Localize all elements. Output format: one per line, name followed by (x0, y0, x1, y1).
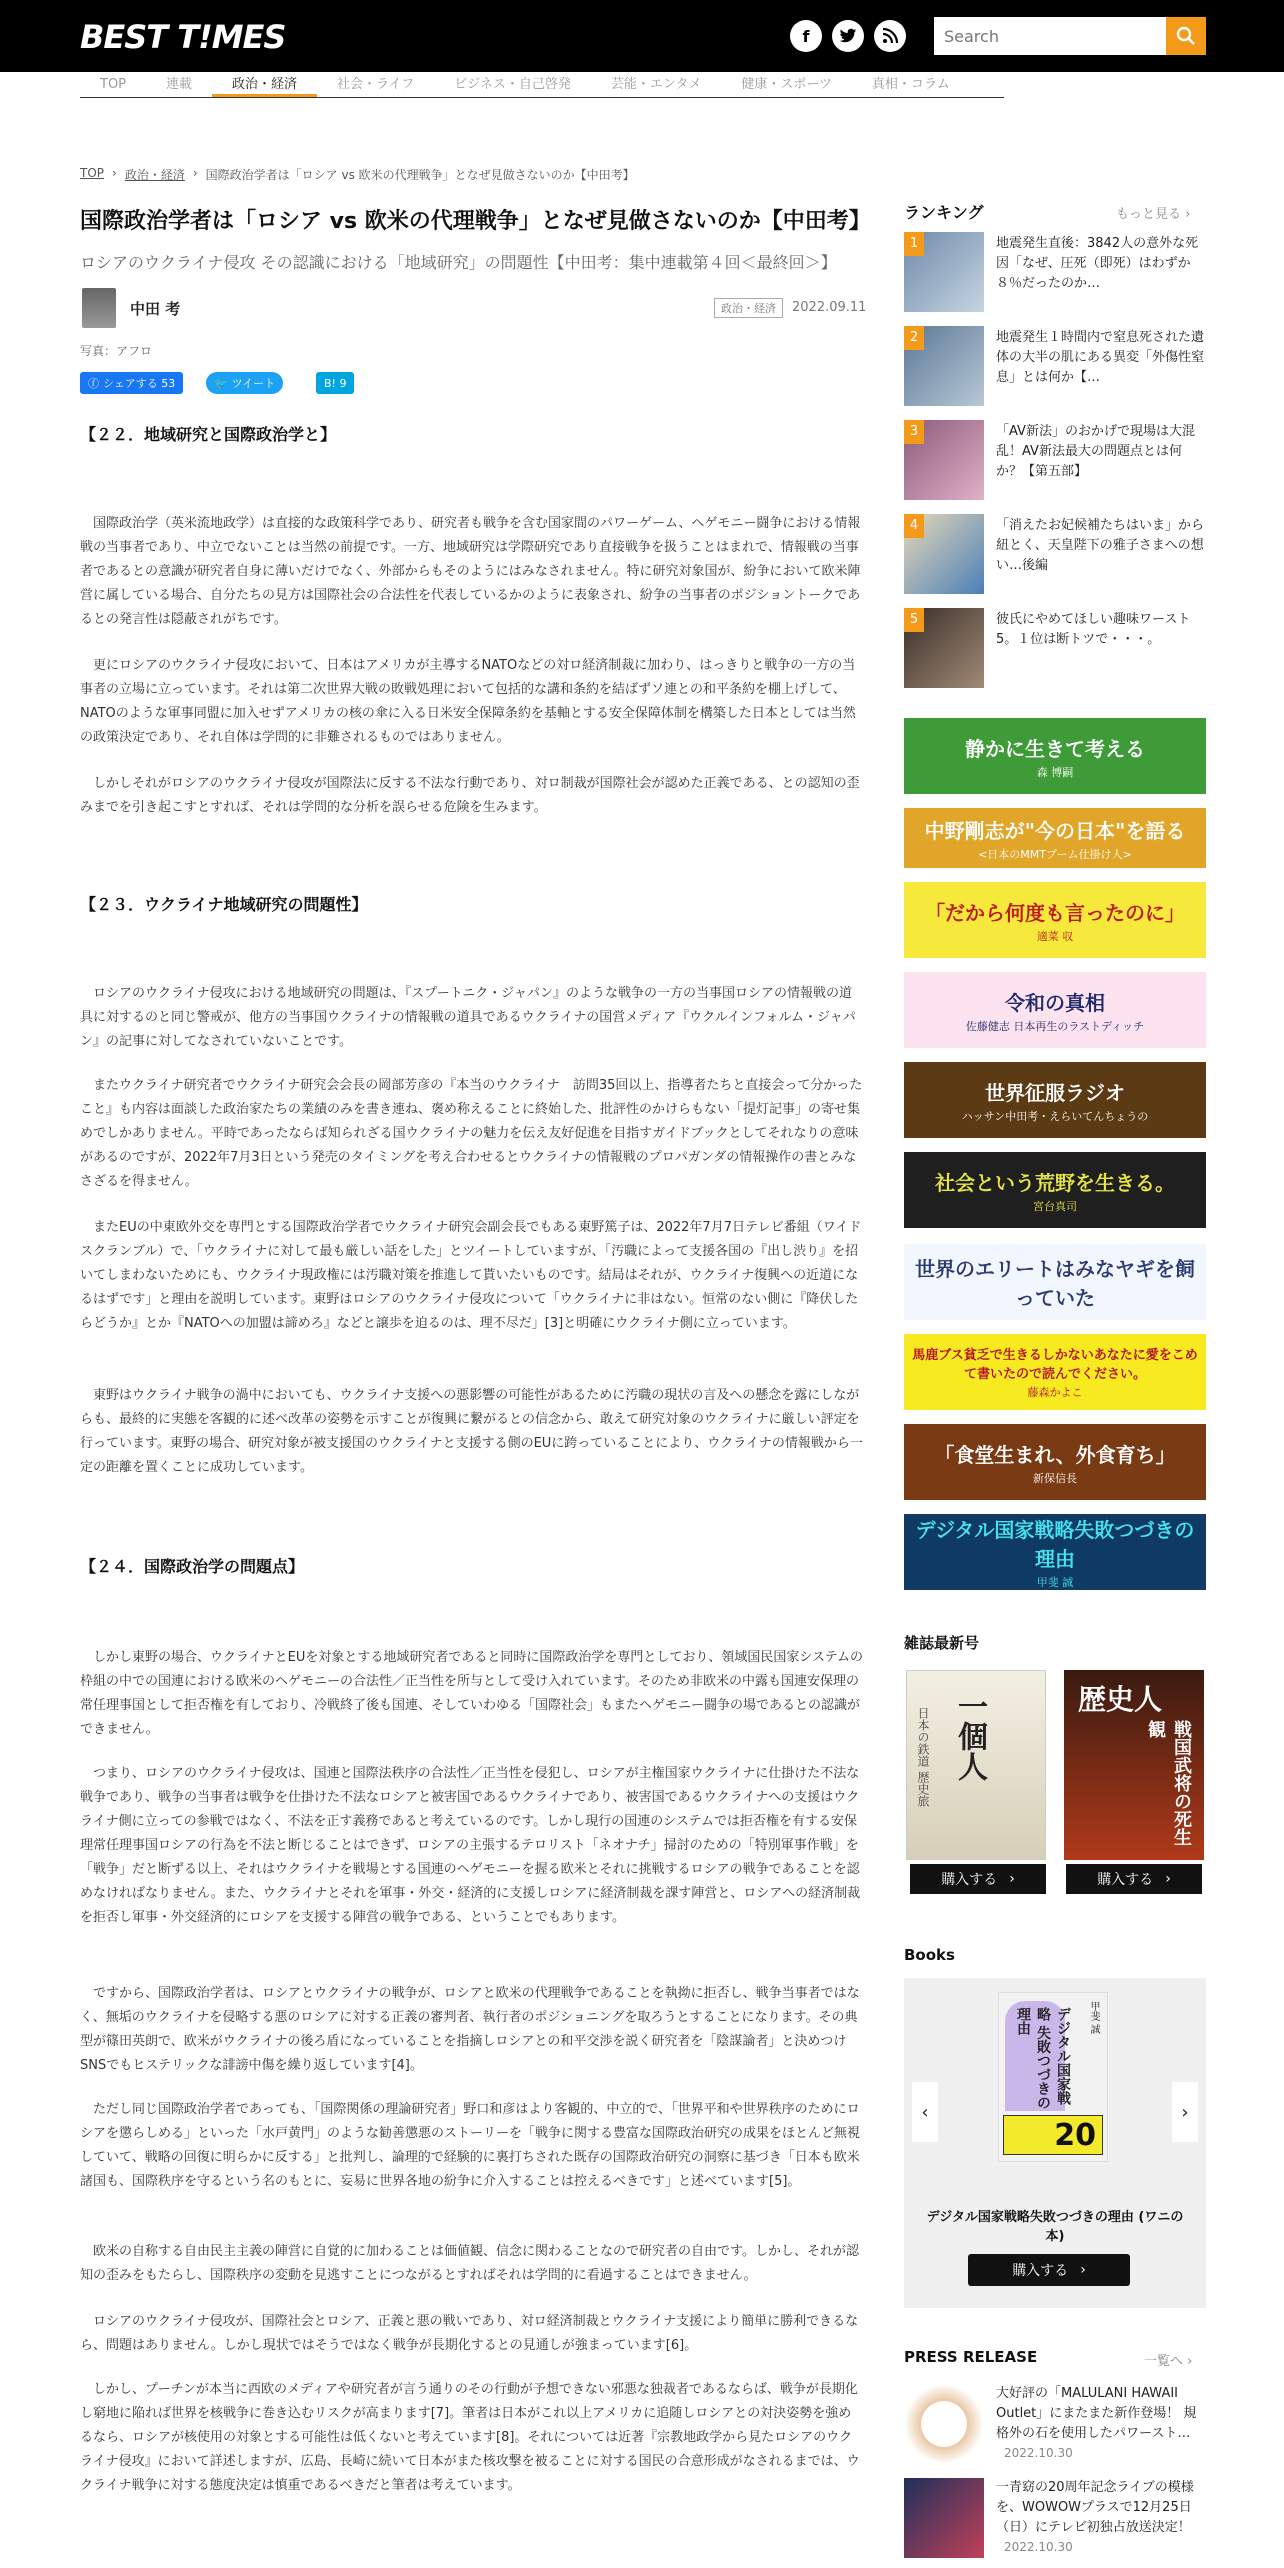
paragraph: またEUの中東欧外交を専門とする国際政治学者でウクライナ研究会副会長でもある東野篤子は、2022年7月7日テレビ番組（ワイドスクランブル）で、「ウクライナに対して最も厳しい話をした」とツイートしていますが、「汚職によって支援各国の『出し渋り』を招いてしまわないためにも、ウクライナ現政権には汚職対策を推進して貰いたいものです。結局はそれが、ウクライナ復興への近道になるはずです」と理由を説明しています。東野はロシアのウクライナ侵攻について「ウクライナに非はない。恒常のない側に『降伏したらどうか』とか『NATOへの加盟は諦めろ』などと譲歩を迫るのは、理不尽だ」[3]と明確にウクライナ側に立っています。 (80, 1220, 862, 1331)
magazine-cover[interactable]: 一個人 日本の鉄道 歴史旅 (906, 1670, 1046, 1860)
banner-title: 世界征服ラジオ (985, 1080, 1125, 1105)
paragraph: 国際政治学（英米流地政学）は直接的な政策科学であり、研究者も戦争を含む国家間のパワーゲーム、ヘゲモニー闘争における情報戦の当事者であり、中立でないことは当然の前提です。一方、地域研究は学際研究であり直接戦争を扱うことはまれで、情報戦の当事者であるとの意識が研究者自身に薄いだけでなく、外部からもそのようにはみなされません。特に研究対象国が、紛争において欧米陣営に属している場合、自分たちの見方は国際社会の合法性を代表しているかのように表象され、紛争の当事者のポジショントークであるとの発言性は隠蔽されがちです。 (80, 516, 861, 627)
chevron-right-icon: › (192, 166, 198, 180)
banner-title: 馬鹿ブス貧乏で生きるしかないあなたに愛をこめて書いたので読んでください。 (912, 1348, 1198, 1382)
ranking-title: 「AV新法」のおかげで現場は大混乱！AV新法最大の問題点とは何か？【第五部】 (996, 424, 1195, 479)
paragraph: つまり、ロシアのウクライナ侵攻は、国連と国際法秩序の合法性／正当性を侵犯し、ロシアが主権国家ウクライナに仕掛けた不法な戦争であり、戦争の当事者は戦争を仕掛けた不法なロシアと被害国であるウクライナであり、被害国であるウクライナへの支援はウクライナ側に立っての参戦ではなく、不法を正す義務であると考えているのです。しかし現行の国連のシステムでは拒否権を有する安保理常任理事国ロシアの行為を不法と断じることはできず、ロシアの主張するテロリスト「ネオナチ」掃討のための「特別軍事作戦」を「戦争」だと断ずる以上、それはウクライナを戦場とする国連のヘゲモニーを握る欧米とそれに挑戦するロシアの戦争であることを認めなければなりません。また、ウクライナとそれを軍事・外交・経済的に支援しロシアに経済制裁を課す陣営と、ロシアへの経済制裁を拒否し軍事・外交経済的にロシアを支援する陣営の戦争である、ということでもあります。 (80, 1766, 861, 1925)
ranking-more-link[interactable]: もっと見る › (1116, 207, 1191, 222)
sidebar-banner[interactable] (904, 718, 1206, 794)
nav-society-life[interactable]: 社会・ライフ (337, 77, 415, 92)
search-icon (1176, 26, 1196, 46)
press-date: 2022.10.30 (1004, 2446, 1073, 2460)
press-date: 2022.10.30 (1004, 2540, 1073, 2554)
paragraph: またウクライナ研究者でウクライナ研究会会長の岡部芳彦の『本当のウクライナ 訪問35回以上、指導者たちと直接会って分かったこと』も内容は面談した政治家たちの業績のみを書き連ね、褒め称えることに終始した、批評性のかけらもない「提灯記事」の寄せ集めでしかありません。平時であったならば知られざる国ウクライナの魅力を伝え友好促進を目指すガイドブックとしてそれなりの意味があるのですが、2022年7月3日という発売のタイミングを考え合わせるとウクライナの情報戦のプロパガンダの情報操作の書とみなさざるを得ません。 (80, 1078, 863, 1189)
sidebar-banner[interactable] (904, 1424, 1206, 1500)
sidebar-banner[interactable] (904, 1062, 1206, 1138)
header-bar (0, 0, 1284, 72)
paragraph: ただし同じ国際政治学者であっても、「国際関係の理論研究者」野口和彦はより客観的、中立的で、「世界平和や世界秩序のためにロシアを懲らしめる」といった「水戸黄門」のような勧善懲悪のストーリーを「戦争に関する豊富な国際政治研究の成果をほとんど無視していて、戦略の回復に明らかに反する」と批判し、論理的で経験的に裏打ちされた既存の国際政治研究の洞察に基づき「日本も欧米諸国も、国際秩序を守るという名のもとに、妄易に世界各地の紛争に介入することは控えるべきです」と述べています[5]。 (80, 2102, 861, 2189)
ranking-item[interactable] (904, 608, 1206, 688)
banner-subtitle: 宮台真司 (1033, 1199, 1077, 1213)
banner-title: 社会という荒野を生きる。 (935, 1170, 1175, 1195)
ranking-title: 地震発生１時間内で窒息死された遺体の大半の肌にある異変「外傷性窒息」とは何か【… (996, 330, 1205, 385)
banner-title: 「だから何度も言ったのに」 (925, 900, 1185, 925)
nav-column[interactable]: 真相・コラム (871, 77, 950, 92)
breadcrumb-category[interactable]: 政治・経済 (124, 168, 185, 182)
chevron-right-icon: › (1165, 1871, 1171, 1887)
buy-button[interactable]: 購入する › (910, 1864, 1046, 1894)
breadcrumb-top[interactable]: TOP (80, 166, 105, 180)
article-title: 国際政治学者は「ロシア vs 欧米の代理戦争」となぜ見做さないのか【中田考】 (80, 209, 871, 234)
breadcrumb (80, 166, 635, 183)
paragraph: しかし東野の場合、ウクライナとEUを対象とする地域研究者であると同時に国際政治学を専門としており、領域国民国家システムの枠組の中での国連における欧米のヘゲモニーの合法性／正当性を所与として受け入れています。そのため非欧米の中露も国連安保理の常任理事国として拒否権を有しており、冷戦終了後も国連、そしていわゆる「国際社会」もまたヘゲモニー闘争の場であるとの認識ができません。 (80, 1650, 864, 1737)
press-item[interactable] (904, 2478, 1206, 2558)
banner-subtitle: 適菜 収 (1036, 929, 1074, 943)
banner-title: デジタル国家戦略失敗つづきの理由 (915, 1518, 1195, 1571)
rank-number: 2 (904, 326, 924, 350)
nav-entertainment[interactable]: 芸能・エンタメ (610, 77, 702, 92)
ranking-title: 「消えたお妃候補たちはいま」から紐とく、天皇陛下の雅子さまへの想い…後編 (996, 518, 1205, 573)
ranking-title: 彼氏にやめてほしい趣味ワースト5。１位は断トツで・・・。 (996, 612, 1191, 647)
books-carousel (904, 1978, 1206, 2308)
press-title: 一青窈の20周年記念ライブの模様を、WOWOWプラスで12月25日（日）にテレビ初独占放送決定！ (996, 2480, 1194, 2535)
ranking-item[interactable] (904, 514, 1206, 594)
banner-subtitle: 森 博嗣 (1036, 765, 1074, 779)
chevron-right-icon: › (1080, 2262, 1086, 2278)
section-heading: 【２４．国際政治学の問題点】 (80, 1557, 305, 1576)
press-item[interactable] (904, 2384, 1206, 2464)
chevron-right-icon: › (1185, 207, 1191, 222)
sidebar-banner[interactable] (904, 1514, 1206, 1590)
banner-subtitle: 新保信長 (1033, 1471, 1077, 1485)
carousel-prev-button[interactable]: ‹ (912, 2082, 938, 2142)
ranking-item[interactable] (904, 326, 1206, 406)
banner-title: 中野剛志が"今の日本"を語る (924, 818, 1186, 843)
section-heading: 【２３．ウクライナ地域研究の問題性】 (80, 895, 368, 914)
twitter-icon[interactable] (832, 20, 864, 52)
ranking-item[interactable] (904, 232, 1206, 312)
banner-subtitle: 佐藤健志 日本再生のラストディッチ (965, 1019, 1145, 1033)
article-date: 2022.09.11 (792, 300, 867, 315)
press-heading: PRESS RELEASE (904, 2348, 1038, 2366)
rank-number: 1 (904, 232, 924, 256)
press-thumbnail (904, 2478, 984, 2558)
nav-series[interactable]: 連載 (166, 77, 193, 92)
banner-title: 令和の真相 (1005, 990, 1105, 1015)
paragraph: ロシアのウクライナ侵攻における地域研究の問題は、『スプートニク・ジャパン』のような戦争の一方の当事国ロシアの情報戦の道具に対するのと同じ警戒が、他方の当事国ウクライナの情報戦の道具であるウクライナの国営メディア『ウクルインフォルム・ジャパン』の記事に対してなされていないことです。 (80, 986, 856, 1049)
facebook-share-button[interactable]: ⓕ シェアする 53 (80, 372, 183, 394)
paragraph: 東野はウクライナ戦争の渦中においても、ウクライナ支援への悪影響の可能性があるために汚職の現状の言及への懸念を露にしながらも、最終的に実態を客観的に述べ改革の姿勢を示すことが復興に繋がるとの信念から、敢えて研究対象のウクライナに厳しい評定を行っています。東野の場合、研究対象が被支援国のウクライナと支援する側のEUに跨っていることにより、ウクライナの情報戦から一定の距離を置くことに成功しています。 (80, 1388, 863, 1475)
category-nav (80, 72, 1004, 98)
ranking-title: 地震発生直後：3842人の意外な死因「なぜ、圧死（即死）はわずか８％だったのか… (996, 236, 1199, 291)
sidebar-banner[interactable] (904, 808, 1206, 868)
facebook-icon[interactable]: f (790, 20, 822, 52)
carousel-next-button[interactable]: › (1172, 2082, 1198, 2142)
nav-health-sports[interactable]: 健康・スポーツ (741, 77, 832, 92)
magazine-heading: 雑誌最新号 (904, 1634, 980, 1652)
press-title: 大好評の「MALULANI HAWAII Outlet」にまたまた新作登場！ 規格外の石を使用したパワースト… (996, 2386, 1197, 2441)
paragraph: ですから、国際政治学者は、ロシアとウクライナの戦争が、ロシアと欧米の代理戦争であることを執拗に拒否し、戦争当事者ではなく、無垢のウクライナを侵略する悪のロシアに対する正義の審判者、執行者のポジショニングを取ろうとすることになります。その典型が篠田英朗で、欧米がウクライナの後ろ盾になっていることを指摘しロシアとの和平交渉を説く研究者を「陰謀論者」と決めつけSNSでもヒステリックな誹謗中傷を繰り返しています[4]。 (80, 1986, 860, 2073)
tweet-button[interactable]: 🐦 ツイート (206, 372, 283, 394)
twitter-icon: 🐦 (214, 376, 228, 390)
paragraph: ロシアのウクライナ侵攻が、国際社会とロシア、正義と悪の戦いであり、対ロ経済制裁とウクライナ支援により簡単に勝利できるなら、問題はありません。しかし現状ではそうではなく戦争が長期化するとの見通しが強まっています[6]。 (80, 2314, 859, 2353)
breadcrumb-current: 国際政治学者は「ロシア vs 欧米の代理戦争」となぜ見做さないのか【中田考】 (205, 168, 635, 182)
paragraph: 欧米の自称する自由民主主義の陣営に自覚的に加わることは価値観、信念に関わることなので研究者の自由です。しかし、それが認知の歪みをもたらし、国際秩序の変動を見逃すことにつながるとすればそれは学問的に看過することはできません。 (80, 2244, 859, 2283)
nav-top[interactable]: TOP (100, 77, 127, 92)
rank-number: 3 (904, 420, 924, 444)
section-heading: 【２２．地域研究と国際政治学と】 (80, 425, 337, 444)
rss-icon[interactable] (874, 20, 906, 52)
sidebar-banner[interactable] (904, 1334, 1206, 1410)
ranking-heading: ランキング (904, 203, 984, 222)
buy-button[interactable]: 購入する › (1066, 1864, 1202, 1894)
rank-number: 5 (904, 608, 924, 632)
search-input[interactable] (934, 17, 1166, 55)
banner-subtitle: <日本のMMTブーム仕掛け人> (978, 847, 1132, 861)
photo-credit: 写真：アフロ (80, 344, 153, 358)
press-more-link[interactable]: 一覧へ › (1144, 2354, 1193, 2369)
nav-business[interactable]: ビジネス・自己啓発 (454, 77, 571, 92)
site-logo[interactable]: BEST T!MES (80, 18, 286, 56)
press-thumbnail (904, 2384, 984, 2464)
chevron-right-icon: › (1187, 2354, 1193, 2369)
paragraph: しかしそれがロシアのウクライナ侵攻が国際法に反する不法な行動であり、対ロ制裁が国際社会が認めた正義である、との認知の歪みまでを引き起こすとすれば、それは学問的な分析を誤らせる危険を生みます。 (80, 776, 860, 815)
author-avatar[interactable] (82, 288, 116, 328)
banner-title: 世界のエリートはみなヤギを飼っていた (915, 1257, 1195, 1310)
sidebar-banner[interactable] (904, 972, 1206, 1048)
banner-subtitle: 甲斐 誠 (1036, 1576, 1074, 1589)
hatena-bookmark-button[interactable]: B! 9 (316, 372, 354, 394)
sidebar-banner[interactable] (904, 1244, 1206, 1320)
sidebar-banner[interactable] (904, 882, 1206, 958)
search-button[interactable] (1166, 17, 1206, 55)
sidebar-banner[interactable] (904, 1152, 1206, 1228)
nav-politics-economy[interactable]: 政治・経済 (212, 72, 317, 97)
banner-subtitle: ハッサン中田考・えらいてんちょうの (961, 1109, 1149, 1123)
banner-title: 「食堂生まれ、外食育ち」 (934, 1442, 1176, 1467)
rank-number: 4 (904, 514, 924, 538)
buy-button[interactable]: 購入する › (968, 2254, 1130, 2286)
paragraph: 更にロシアのウクライナ侵攻において、日本はアメリカが主導するNATOなどの対ロ経済制裁に加わり、はっきりと戦争の一方の当事者の立場に立っています。それは第二次世界大戦の敗戦処理において包括的な講和条約を結ばずソ連との和平条約を棚上げして、NATOのような軍事同盟に加入せずアメリカの核の傘に入る日米安全保障条約を基軸とする安全保障体制を構築した日本としては当然の政策決定であり、それ自体は学問的に非難されるものではありません。 (80, 658, 856, 745)
chevron-right-icon: › (112, 166, 117, 180)
chevron-right-icon: › (1009, 1871, 1015, 1887)
book-title[interactable]: デジタル国家戦略失敗つづきの理由 (ワニの本) (926, 2210, 1184, 2244)
facebook-icon: ⓕ (88, 377, 99, 390)
article-subtitle: ロシアのウクライナ侵攻 その認識における「地域研究」の問題性【中田考：集中連載第４回＜最終回＞】 (80, 253, 837, 272)
paragraph: しかし、プーチンが本当に西欧のメディアや研究者が言う通りのその行動が予想できない邪悪な独裁者であるならば、戦争が長期化し窮地に陥れば世界を核戦争に巻き込むリスクが高まります[7]。筆者は日本がこれ以上アメリカに追随しロシアとの対決姿勢を強めるなら、ロシアが核使用の対象とする可能性は低くないと考えています[8]。それについては近著『宗教地政学から見たロシアのウクライナ侵攻』において詳述しますが、広島、長崎に続いて日本がまた核攻撃を被ることに対する国民の合意形成がなされるまでは、ウクライナ戦争に対する態度決定は慎重であるべきだと筆者は考えています。 (80, 2382, 860, 2493)
banner-title: 静かに生きて考える (965, 736, 1145, 761)
ranking-item[interactable] (904, 420, 1206, 500)
banner-subtitle: 藤森かよこ (1027, 1386, 1083, 1399)
book-cover[interactable]: デジタル国家戦略 失敗つづきの理由 甲斐 誠 20 (998, 1992, 1108, 2162)
magazine-cover[interactable]: 歴史人 戦国武将の死生観 (1064, 1670, 1204, 1860)
category-badge[interactable]: 政治・経済 (714, 298, 783, 318)
search-bar (934, 17, 1206, 55)
author-name[interactable]: 中田 考 (130, 300, 181, 318)
books-heading: Books (904, 1946, 955, 1964)
